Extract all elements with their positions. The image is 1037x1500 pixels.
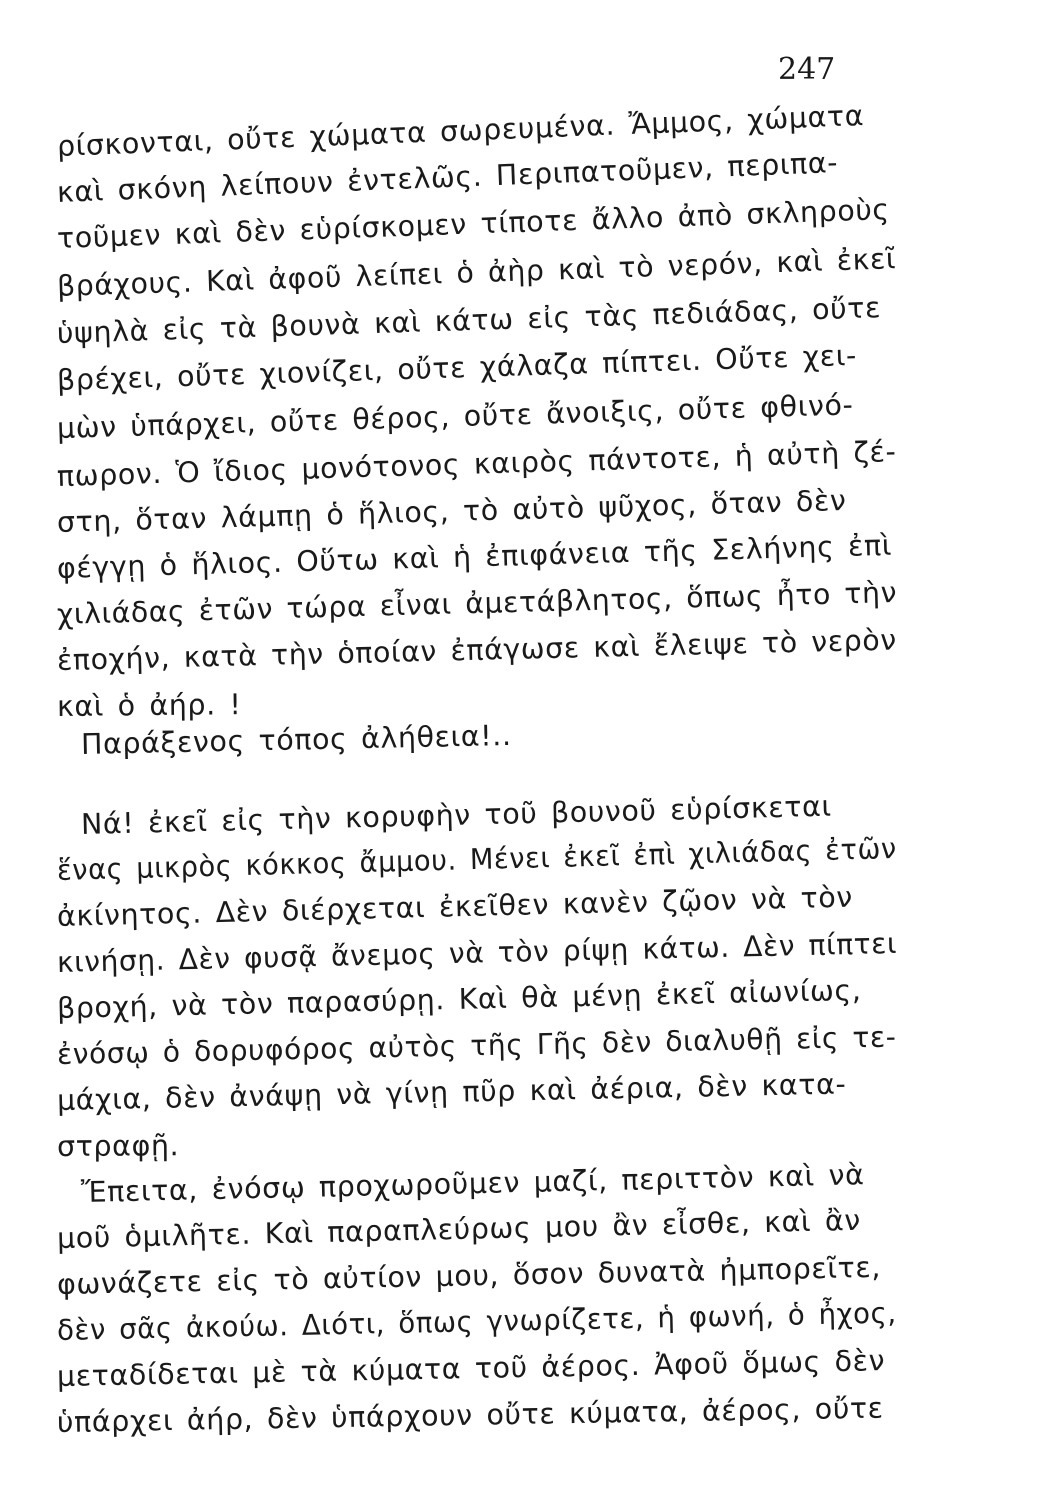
text-line: στη, ὅταν λάμπῃ ὁ ἥλιος, τὸ αὐτὸ ψῦχος, ὅταν δὲν (56, 483, 847, 539)
text-line: φωνάζετε εἰς τὸ αὐτίον μου, ὅσον δυνατὰ ἠμπορεῖτε, (56, 1250, 882, 1301)
text-line: μοῦ ὁμιλῆτε. Καὶ παραπλεύρως μου ἂν εἶσθε, καὶ ἂν (56, 1203, 862, 1255)
text-line: βράχους. Καὶ ἀφοῦ λείπει ὁ ἀὴρ καὶ τὸ νερόν, καὶ ἐκεῖ (56, 242, 897, 303)
text-line: Νά! ἐκεῖ εἰς τὴν κορυφὴν τοῦ βουνοῦ εὑρίσκεται (80, 789, 833, 841)
text-line: ὑπάρχει ἀήρ, δὲν ὑπάρχουν οὔτε κύματα, ἀέρος, οὔτε (56, 1391, 884, 1439)
text-line: ὑψηλὰ εἰς τὰ βουνὰ καὶ κάτω εἰς τὰς πεδιάδας, οὔτε (56, 291, 882, 350)
text-line: βροχή, νὰ τὸν παρασύρῃ. Καὶ θὰ μένῃ ἐκεῖ αἰωνίως, (56, 973, 862, 1025)
text-line: στραφῇ. (56, 1129, 180, 1163)
text-line: βρέχει, οὔτε χιονίζει, οὔτε χάλαζα πίπτει. Οὔτε χει- (56, 338, 858, 397)
text-line: δὲν σᾶς ἀκούω. Διότι, ὅπως γνωρίζετε, ἡ φωνή, ὁ ἦχος, (56, 1296, 898, 1347)
text-line: φέγγῃ ὁ ἥλιος. Οὕτω καὶ ἡ ἐπιφάνεια τῆς Σελήνης ἐπὶ (56, 528, 893, 585)
text-line: ἀκίνητος. Δὲν διέρχεται ἐκεῖθεν κανὲν ζῷον νὰ τὸν (56, 880, 854, 933)
text-line: πωρον. Ὁ ἴδιος μονότονος καιρὸς πάντοτε, ἡ αὐτὴ ζέ- (56, 435, 897, 493)
text-line: χιλιάδας ἐτῶν τώρα εἶναι ἀμετάβλητος, ὅπως ἦτο τὴν (56, 576, 898, 631)
text-line: Παράξενος τόπος ἀλήθεια!.. (80, 718, 512, 761)
text-line: ἐνόσῳ ὁ δορυφόρος αὐτὸς τῆς Γῆς δὲν διαλυθῇ εἰς τε- (56, 1020, 897, 1071)
text-line: Ἔπειτα, ἐνόσῳ προχωροῦμεν μαζί, περιττὸν καὶ νὰ (80, 1158, 865, 1209)
text-line: ἕνας μικρὸς κόκκος ἄμμου. Μένει ἐκεῖ ἐπὶ χιλιάδας ἐτῶν (56, 832, 898, 887)
text-line: τοῦμεν καὶ δὲν εὑρίσκομεν τίποτε ἄλλο ἀπὸ σκληροὺς (56, 192, 891, 255)
text-line: καὶ σκόνη λείπουν ἐντελῶς. Περιπατοῦμεν, περιπα- (56, 146, 839, 209)
text-line: μάχια, δὲν ἀνάψῃ νὰ γίνῃ πῦρ καὶ ἀέρια, δὲν κατα- (56, 1067, 847, 1117)
text-line: κινήσῃ. Δὲν φυσᾷ ἄνεμος νὰ τὸν ρίψῃ κάτω. Δὲν πίπτει (56, 926, 898, 979)
text-line: μὼν ὑπάρχει, οὔτε θέρος, οὔτε ἄνοιξις, οὔτε φθινό- (56, 388, 854, 445)
text-line: μεταδίδεται μὲ τὰ κύματα τοῦ ἀέρος. Ἀφοῦ ὅμως δὲν (56, 1344, 886, 1393)
text-line: ἐποχήν, κατὰ τὴν ὁποίαν ἐπάγωσε καὶ ἔλειψε τὸ νερὸν (56, 623, 898, 677)
text-line: καὶ ὁ ἀήρ. ! (56, 688, 242, 723)
page-number: 247 (778, 52, 836, 87)
text-line: ρίσκονται, οὔτε χώματα σωρευμένα. Ἄμμος, χώματα (56, 99, 865, 163)
